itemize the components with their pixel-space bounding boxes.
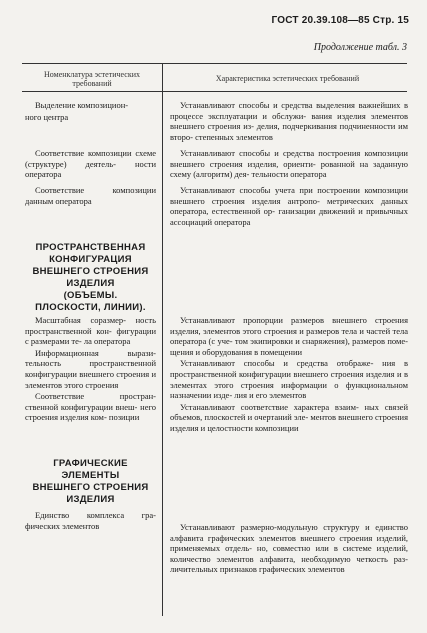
column-header-left: Номенклатура эстетических требований <box>44 70 140 88</box>
requirement-name: Выделение композицион- ного центра <box>25 100 129 122</box>
page-header: ГОСТ 20.39.108—85 Стр. 15 <box>271 15 409 26</box>
table-top-rule <box>22 63 407 64</box>
column-header-right: Характеристика эстетических требований <box>215 74 360 83</box>
section-heading: ГРАФИЧЕСКИЕ ЭЛЕМЕНТЫ ВНЕШНЕГО СТРОЕНИЯ ИЗДЕЛИЯ <box>32 458 149 505</box>
requirement-description: Устанавливают способы и средства построения композиции внешнего строения изделия, ориенти- рованной на заданную схему (алгоритм) дея- тельности оператора <box>170 148 408 180</box>
section-heading: ПРОСТРАНСТВЕННАЯ КОНФИГУРАЦИЯ ВНЕШНЕГО СТРОЕНИЯ ИЗДЕЛИЯ (ОБЪЕМЫ. ПЛОСКОСТИ, ЛИНИИ). <box>32 242 149 313</box>
table-continuation-label: Продолжение табл. 3 <box>313 42 407 53</box>
column-divider <box>162 64 163 616</box>
requirement-name: Соответствие композиции данным оператора <box>25 185 156 206</box>
requirement-name: Единство комплекса гра- фических элементов <box>25 510 156 531</box>
requirement-description: Устанавливают размерно-модульную структуру и единство алфавита графических элементов внешнего строения изделий, применяемых отдель- но, совместно или в системе изделий, количество элементов алфавита, необходимую четкость раз- личительных признаков графических элементов <box>170 522 408 575</box>
requirement-description: Устанавливают способы учета при построении композиции внешнего строения изделия антропо- метрических данных оператора, естественной ор- ганизации движений и привычных ассоциаций оператора <box>170 185 408 227</box>
requirement-name: Масштабная соразмер- ность пространственной кон- фигурации с размерами те- ла оператора Информационная вырази- тельность пространственной конфигурации внешнего строения и элементов этого строения Соответствие простран- ственной конфигурации внеш- него строения изделия ком- позиции <box>25 315 156 423</box>
requirement-name: Соответствие композиции схеме (структуре) деятель- ности оператора <box>25 148 156 180</box>
requirement-description: Устанавливают пропорции размеров внешнего строения изделия, элементов этого строения и размеров тела и частей тела оператора (с уче- том экипировки и снаряжения), размеров поме- щения и оборудования в помещении Устанавливают способы и средства отображе- ния в пространственной конфигурации внешнего строения изделия и в элементах этого строения информации о функциональном назначении изде- лия и его элементов Устанавливают соответствие характера взаим- ных связей объемов, плоскостей и очертаний эле- ментов внешнего строения изделия и целостности композиции <box>170 315 408 433</box>
table-header-rule <box>22 91 407 92</box>
requirement-description: Устанавливают способы и средства выделения важнейших в процессе эксплуатации и обслужи- вания изделия элементов внешнего строения из- делия, подчеркивания подчиненности им второ- степенных элементов <box>170 100 408 142</box>
